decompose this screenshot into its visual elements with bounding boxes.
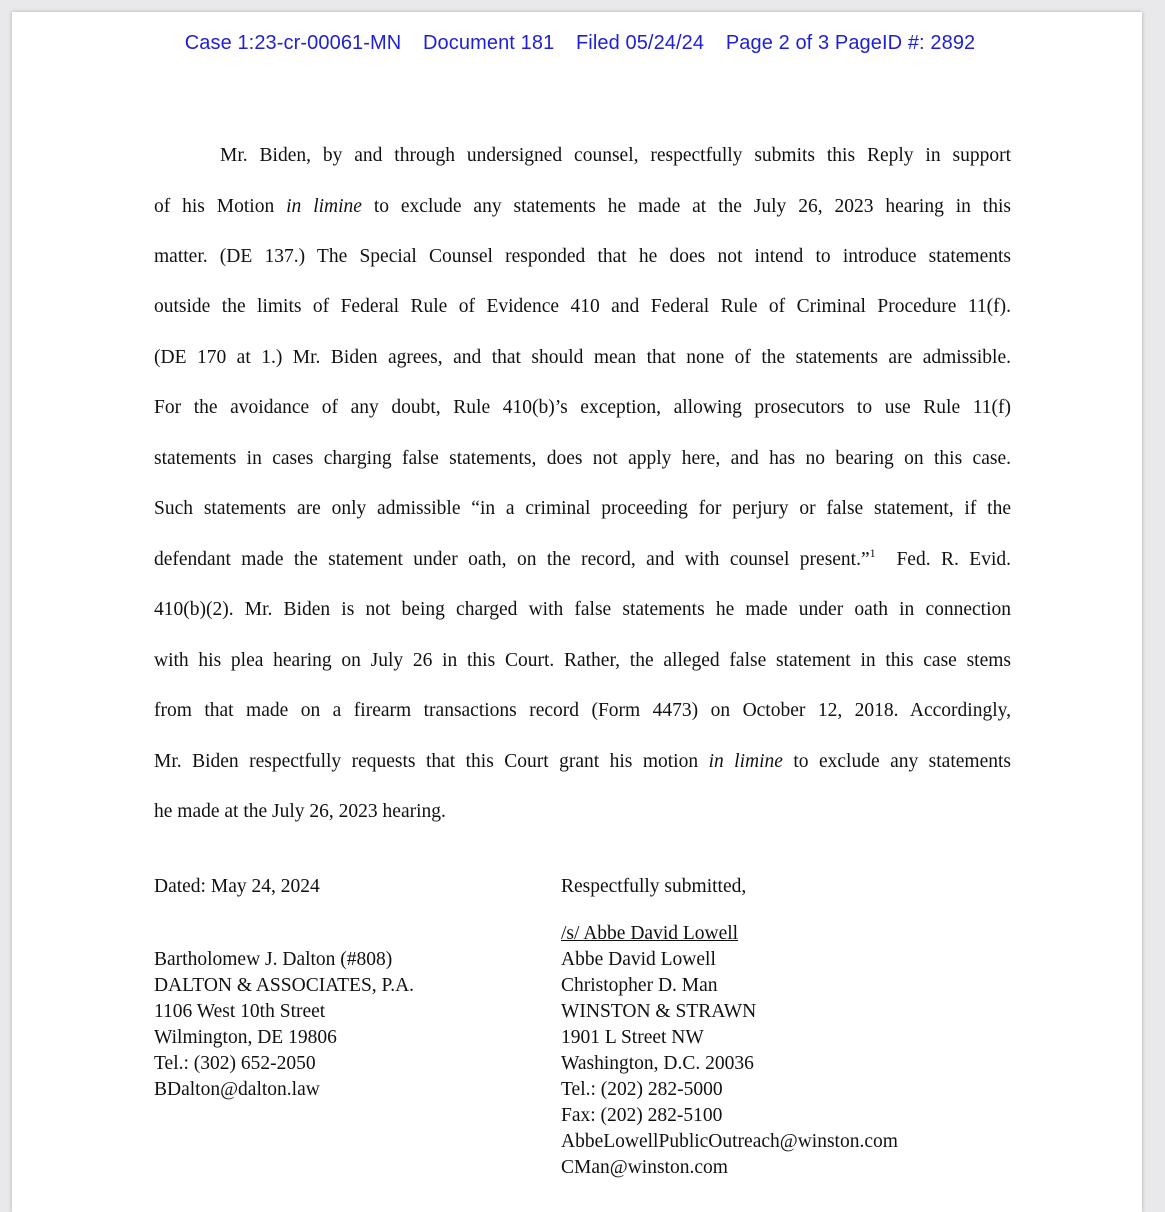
body-line: Mr. Biden respectfully requests that this Court grant his motion in limine to exclude any statements bbox=[154, 751, 1011, 772]
body-line: outside the limits of Federal Rule of Evidence 410 and Federal Rule of Criminal Procedure 11(f). bbox=[154, 296, 1011, 317]
telephone: Tel.: (202) 282-5000 bbox=[561, 1079, 723, 1100]
firm-name: WINSTON & STRAWN bbox=[561, 1001, 757, 1022]
lead-counsel-block bbox=[561, 947, 898, 1181]
body-line: 410(b)(2). Mr. Biden is not being charged with false statements he made under oath in connection bbox=[154, 599, 1011, 620]
document-number: Document 181 bbox=[423, 32, 555, 54]
city-state-zip: Washington, D.C. 20036 bbox=[561, 1053, 754, 1074]
counsel-name: Abbe David Lowell bbox=[561, 949, 716, 970]
body-line: with his plea hearing on July 26 in this Court. Rather, the alleged false statement in this case stems bbox=[154, 650, 1011, 671]
local-counsel-block bbox=[154, 947, 414, 1103]
fax: Fax: (202) 282-5100 bbox=[561, 1105, 723, 1126]
street-address: 1901 L Street NW bbox=[561, 1027, 704, 1048]
body-line: he made at the July 26, 2023 hearing. bbox=[154, 801, 446, 822]
footnote-marker: 1 bbox=[869, 546, 876, 560]
body-line: statements in cases charging false statements, does not apply here, and has no bearing on this case. bbox=[154, 448, 1011, 469]
email: BDalton@dalton.law bbox=[154, 1079, 320, 1100]
counsel-name: Bartholomew J. Dalton (#808) bbox=[154, 949, 393, 970]
telephone: Tel.: (302) 652-2050 bbox=[154, 1053, 316, 1074]
page-info: Page 2 of 3 PageID #: 2892 bbox=[725, 32, 976, 54]
italic-phrase: in limine bbox=[708, 751, 783, 772]
body-line: matter. (DE 137.) The Special Counsel responded that he does not intend to introduce statements bbox=[154, 246, 1011, 267]
body-line: Mr. Biden, by and through undersigned counsel, respectfully submits this Reply in support bbox=[220, 145, 1011, 166]
closing-line: Respectfully submitted, bbox=[561, 876, 747, 897]
body-line: Such statements are only admissible “in a criminal proceeding for perjury or false statement, if the bbox=[154, 498, 1011, 519]
dated-line: Dated: May 24, 2024 bbox=[154, 876, 320, 897]
case-number: Case 1:23-cr-00061-MN bbox=[184, 32, 402, 54]
italic-phrase: in limine bbox=[286, 196, 362, 217]
city-state-zip: Wilmington, DE 19806 bbox=[154, 1027, 337, 1048]
body-line: (DE 170 at 1.) Mr. Biden agrees, and that should mean that none of the statements are admissible. bbox=[154, 347, 1011, 368]
email: AbbeLowellPublicOutreach@winston.com bbox=[561, 1131, 898, 1152]
body-line: from that made on a firearm transactions record (Form 4473) on October 12, 2018. Accordingly, bbox=[154, 700, 1011, 721]
counsel-name: Christopher D. Man bbox=[561, 975, 718, 996]
firm-name: DALTON & ASSOCIATES, P.A. bbox=[154, 975, 415, 996]
body-line: defendant made the statement under oath, on the record, and with counsel present.”$^1$ Fed. R. Evid. bbox=[154, 546, 1011, 570]
body-line: of his Motion in limine to exclude any statements he made at the July 26, 2023 hearing in this bbox=[154, 196, 1011, 217]
email: CMan@winston.com bbox=[561, 1157, 728, 1178]
electronic-signature: /s/ Abbe David Lowell bbox=[561, 923, 739, 944]
court-filing-header bbox=[0, 32, 1160, 55]
filed-date: Filed 05/24/24 bbox=[575, 32, 705, 54]
street-address: 1106 West 10th Street bbox=[154, 1001, 326, 1022]
body-line: For the avoidance of any doubt, Rule 410(b)’s exception, allowing prosecutors to use Rule 11(f) bbox=[154, 397, 1011, 418]
